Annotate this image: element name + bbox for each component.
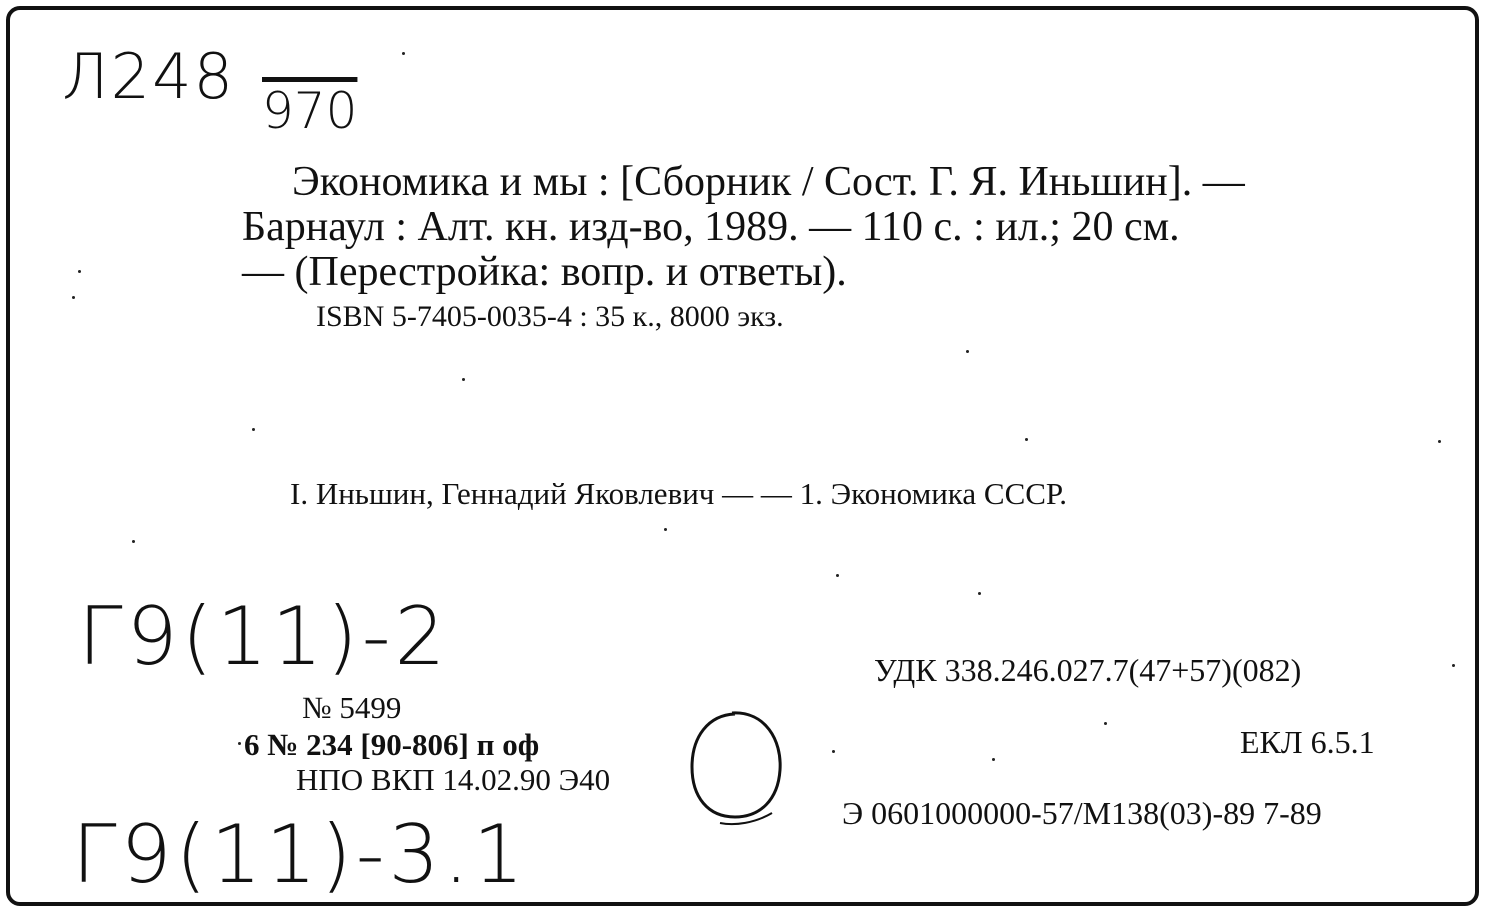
udk-code: УДК 338.246.027.7(47+57)(082) bbox=[874, 652, 1302, 688]
entry-imprint-line: Барнаул : Алт. кн. изд-во, 1989. — 110 с. : ил.; 20 см. bbox=[242, 204, 1180, 250]
scan-speck bbox=[402, 52, 405, 55]
scan-speck bbox=[966, 350, 969, 353]
scan-speck bbox=[978, 592, 981, 595]
publisher-index: Э 0601000000-57/М138(03)-89 7-89 bbox=[842, 795, 1322, 831]
scan-speck bbox=[1025, 438, 1028, 441]
scan-speck bbox=[1104, 722, 1107, 725]
scan-speck bbox=[1438, 440, 1441, 443]
print-order: 6 № 234 [90-806] п оф bbox=[244, 727, 540, 762]
handwritten-call-number: Л248 bbox=[62, 40, 235, 113]
scan-speck bbox=[252, 428, 255, 431]
entry-series-line: — (Перестройка: вопр. и ответы). bbox=[242, 249, 847, 295]
print-npo: НПО ВКП 14.02.90 Э40 bbox=[296, 762, 611, 797]
handwritten-call-number-sub: 970 bbox=[262, 82, 358, 140]
scan-speck bbox=[238, 742, 241, 745]
scan-speck bbox=[836, 574, 839, 577]
scan-speck bbox=[1452, 664, 1455, 667]
scan-speck bbox=[832, 750, 835, 753]
ekl-code: ЕКЛ 6.5.1 bbox=[1240, 724, 1375, 760]
tracing-line: I. Иньшин, Геннадий Яковлевич — — 1. Экономика СССР. bbox=[290, 476, 1068, 511]
scan-speck bbox=[132, 540, 135, 543]
print-number: № 5499 bbox=[302, 690, 402, 725]
scan-speck bbox=[664, 528, 667, 531]
handwritten-class-mark-1: Г9(11)-2 bbox=[78, 590, 450, 683]
scan-speck bbox=[78, 270, 81, 273]
entry-title-line: Экономика и мы : [Сборник / Сост. Г. Я. Иньшин]. — bbox=[292, 159, 1245, 205]
scan-speck bbox=[462, 378, 465, 381]
scan-speck bbox=[992, 758, 995, 761]
scan-speck bbox=[72, 296, 75, 299]
isbn-line: ISBN 5-7405-0035-4 : 35 к., 8000 экз. bbox=[316, 300, 784, 333]
hand-drawn-circle bbox=[680, 705, 790, 830]
handwritten-class-mark-2: Г9(11)-3.1 bbox=[72, 808, 528, 901]
